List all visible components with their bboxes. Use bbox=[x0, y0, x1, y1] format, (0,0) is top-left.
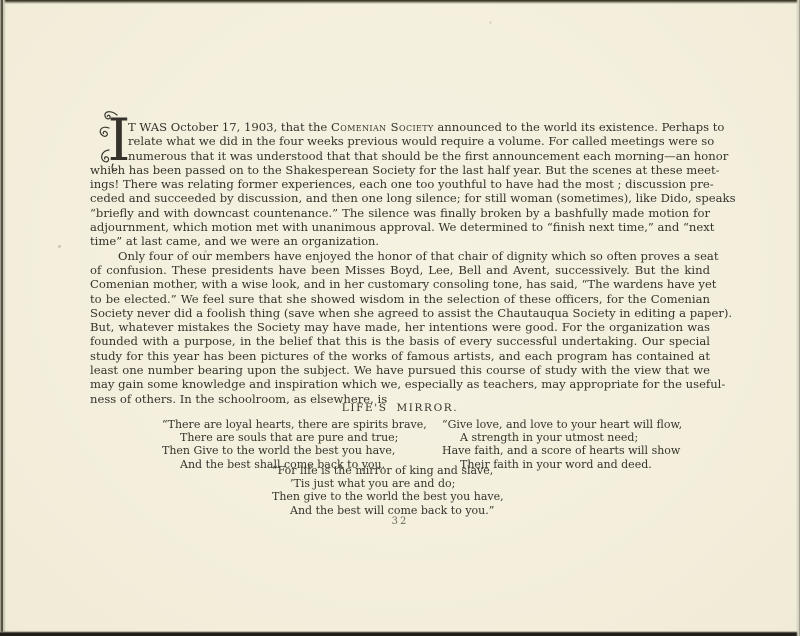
poem-line: “Give love, and love to your heart will flow, bbox=[442, 418, 683, 431]
poem-line: Their faith in your word and deed. bbox=[460, 457, 652, 471]
text-line: may gain some knowledge and inspiration which we, especially as teachers, may appropriate for the useful- bbox=[90, 377, 726, 392]
poem-line: “For life is the mirror of king and slave, bbox=[272, 464, 494, 477]
text-line: ings! There was relating former experiences, each one too youthful to have had the most ; discussion pre- bbox=[90, 177, 714, 192]
poem-line: A strength in your utmost need; bbox=[460, 431, 639, 445]
poem-line: Then Give to the world the best you have, bbox=[162, 444, 396, 458]
paragraph bbox=[90, 120, 736, 249]
text-line: “briefly and with downcast countenance.” The silence was finally broken by a bashfully made motion for bbox=[90, 205, 710, 220]
page-edge-right bbox=[796, 0, 800, 636]
poem-line: And the best shall come back to you. bbox=[180, 457, 386, 471]
text-line: study for this year has been pictures of the works of famous artists, and each program has contained at bbox=[90, 348, 710, 363]
svg-text:I: I bbox=[107, 108, 131, 174]
poem-line: Then give to the world the best you have, bbox=[272, 490, 504, 504]
page-edge-left bbox=[0, 0, 6, 636]
page-number: 32 bbox=[391, 516, 409, 527]
body-text bbox=[90, 120, 736, 406]
poem-line: ’Tis just what you are and do; bbox=[290, 477, 456, 491]
poem-line: “There are loyal hearts, there are spirits brave, bbox=[162, 418, 427, 431]
dust-speck bbox=[489, 21, 492, 24]
text-line: to be elected.” We feel sure that she showed wisdom in the selection of these officers, for the Comenian bbox=[90, 291, 710, 306]
poem-line: There are souls that are pure and true; bbox=[180, 431, 399, 445]
poem-stanza-right bbox=[442, 418, 682, 471]
text-line: least one number bearing upon the subject. We have pursued this course of study with the view that we bbox=[90, 363, 710, 378]
poem-stanza-left bbox=[162, 418, 427, 471]
text-line: which has been passed on to the Shakesperean Society for the last half year. But the scenes at these meet- bbox=[90, 162, 720, 177]
text-line: relate what we did in the four weeks previous would require a volume. For called meetings were so bbox=[128, 134, 715, 149]
text-line: of confusion. These presidents have been Misses Boyd, Lee, Bell and Avent, successively. But the kind bbox=[90, 262, 710, 277]
poem-line: Have faith, and a score of hearts will show bbox=[442, 444, 681, 458]
text-line: T WAS October 17, 1903, that the Comenian Society announced to the world its existence. Perhaps to bbox=[128, 120, 725, 134]
text-line: Comenian mother, with a wise look, and in her customary consoling tone, has said, “The wardens have yet bbox=[90, 277, 717, 292]
text-line: ceded and succeeded by discussion, and then one long silence; for still woman (sometimes), like Dido, speaks bbox=[90, 191, 736, 206]
poem-stanza-center bbox=[272, 464, 504, 517]
text-line: ness of others. In the schoolroom, as elsewhere, is bbox=[90, 391, 388, 406]
text-line: founded with a purpose, in the belief that this is the basis of every successful undertaking. Our special bbox=[90, 334, 710, 349]
poem-title: LIFE'S MIRROR. bbox=[341, 402, 459, 414]
text-line: Only four of our members have enjoyed the honor of that chair of dignity which so often proves a seat bbox=[118, 248, 719, 263]
page-edge-bottom bbox=[0, 631, 800, 636]
text-line: Society never did a foolish thing (save when she agreed to assist the Chautauqua Society in editing a paper). bbox=[90, 305, 733, 320]
text-line: adjournment, which motion met with unanimous approval. We determined to “finish next time,” and “next bbox=[90, 220, 715, 235]
poem-line: And the best will come back to you.” bbox=[290, 503, 495, 517]
text-line: But, whatever mistakes the Society may have made, her intentions were good. For the organization was bbox=[90, 320, 710, 335]
text-line: numerous that it was understood that that should be the first announcement each morning—an honor bbox=[128, 148, 729, 163]
paragraph bbox=[90, 248, 733, 406]
page-edge-top bbox=[0, 0, 800, 4]
dust-speck bbox=[58, 245, 61, 248]
text-line: time” at last came, and we were an organization. bbox=[90, 234, 380, 249]
